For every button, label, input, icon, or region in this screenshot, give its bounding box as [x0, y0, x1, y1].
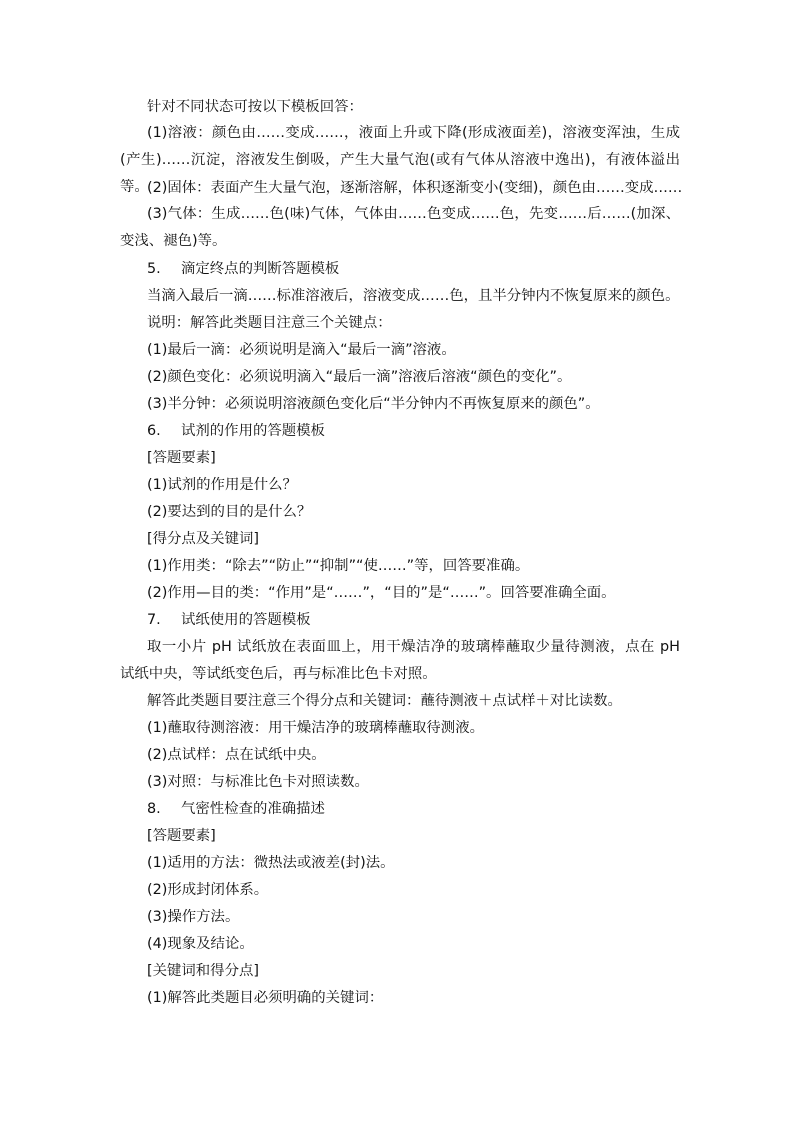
section-5-heading [147, 259, 339, 279]
s7-line-4: (2)点试样：点在试纸中央。 [147, 747, 326, 763]
section-7-heading [147, 610, 311, 630]
section-8-title: 气密性检查的准确描述 [181, 801, 325, 817]
section-6-title: 试剂的作用的答题模板 [181, 423, 325, 439]
section-5-title: 滴定终点的判断答题模板 [181, 261, 340, 277]
s7-paragraph-1: 取一小片 pH 试纸放在表面皿上，用干燥洁净的玻璃棒蘸取少量待测液，点在 pH 试纸中央，等试纸变色后，再与标准比色卡对照。 [120, 639, 680, 682]
section-7-number: 7. [147, 612, 161, 628]
s6-line-4: [得分点及关键词] [147, 531, 259, 547]
intro-text: 针对不同状态可按以下模板回答： [147, 99, 363, 115]
s8-line-3: (2)形成封闭体系。 [147, 882, 269, 898]
s5-line-2: 说明：解答此类题目注意三个关键点： [147, 315, 392, 331]
s6-line-2: (1)试剂的作用是什么？ [147, 477, 297, 493]
s6-line-6: (2)作用—目的类：“作用”是“……”，“目的”是“……”。回答要准确全面。 [147, 585, 616, 601]
section-8-heading [147, 799, 325, 819]
s5-line-1: 当滴入最后一滴……标准溶液后，溶液变成……色，且半分钟内不恢复原来的颜色。 [147, 288, 680, 304]
section-6-number: 6. [147, 423, 161, 439]
s6-line-3: (2)要达到的目的是什么？ [147, 504, 312, 520]
s8-line-5: (4)现象及结论。 [147, 936, 254, 952]
solid-paragraph: (2)固体：表面产生大量气泡，逐渐溶解，体积逐渐变小(变细)，颜色由……变成…… [147, 180, 683, 196]
section-8-number: 8. [147, 801, 161, 817]
section-7-title: 试纸使用的答题模板 [181, 612, 311, 628]
s8-line-4: (3)操作方法。 [147, 909, 240, 925]
s6-line-1: [答题要素] [147, 450, 216, 466]
section-6-heading [147, 421, 325, 441]
s5-line-4: (2)颜色变化：必须说明滴入“最后一滴”溶液后溶液“颜色的变化”。 [147, 369, 572, 385]
s7-line-2: 解答此类题目要注意三个得分点和关键词：蘸待测液＋点试样＋对比读数。 [147, 693, 622, 709]
section-5-number: 5. [147, 261, 161, 277]
s7-line-3: (1)蘸取待测溶液：用干燥洁净的玻璃棒蘸取待测液。 [147, 720, 484, 736]
s5-line-5: (3)半分钟：必须说明溶液颜色变化后“半分钟内不再恢复原来的颜色”。 [147, 396, 600, 412]
gas-paragraph: (3)气体：生成……色(味)气体，气体由……色变成……色，先变……后……(加深、变浅、褪色)等。 [120, 206, 680, 249]
liquid-paragraph: (1)溶液：颜色由……变成……，液面上升或下降(形成液面差)，溶液变浑浊，生成(产生)……沉淀，溶液发生倒吸，产生大量气泡(或有气体从溶液中逸出)，有液体溢出等。 [120, 125, 680, 195]
s8-line-1: [答题要素] [147, 828, 216, 844]
s8-line-6: [关键词和得分点] [147, 963, 259, 979]
s7-line-5: (3)对照：与标准比色卡对照读数。 [147, 774, 369, 790]
s5-line-3: (1)最后一滴：必须说明是滴入“最后一滴”溶液。 [147, 342, 456, 358]
s8-line-2: (1)适用的方法：微热法或液差(封)法。 [147, 855, 395, 871]
s6-line-5: (1)作用类：“除去”“防止”“抑制”“使……”等，回答要准确。 [147, 558, 530, 574]
s8-line-7: (1)解答此类题目必须明确的关键词： [147, 990, 384, 1006]
